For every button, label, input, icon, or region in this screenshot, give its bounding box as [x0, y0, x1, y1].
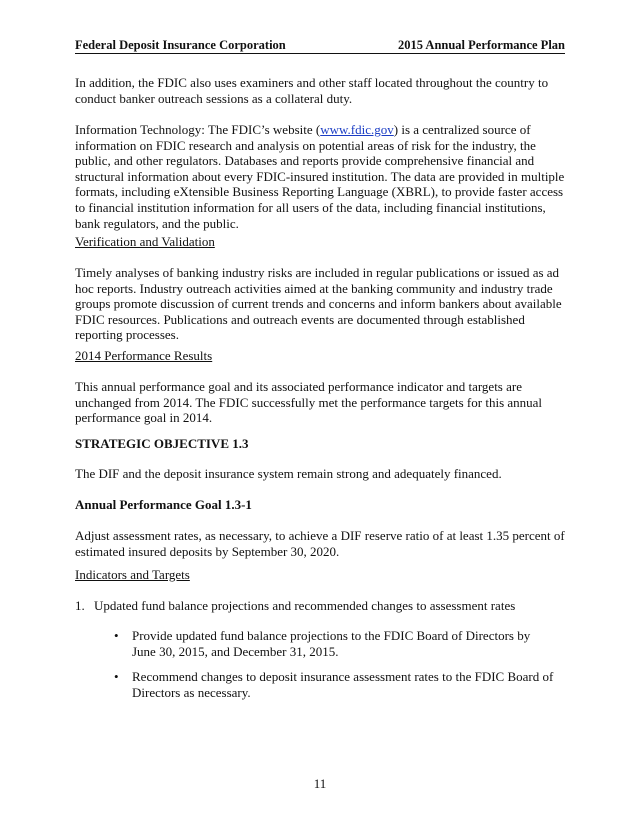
results-heading: 2014 Performance Results: [75, 348, 213, 363]
target-bullet-2: [114, 669, 554, 700]
performance-goal-heading: Annual Performance Goal 1.3-1: [75, 497, 252, 512]
verification-paragraph: Timely analyses of banking industry risks are included in regular publications or issued as ad hoc reports. Industry outreach activities aimed at the banking community and industry trade groups promote discussion of current trends and concerns and inform bankers about available FDIC resources. Publications and outreach events are documented through established reporting processes.: [75, 265, 562, 343]
target-bullet-text: Provide updated fund balance projections to the FDIC Board of Directors by June 30, 2015, and December 31, 2015.: [132, 628, 531, 659]
it-text-suffix: ) is a centralized source of information on FDIC research and analysis on potential areas of risk for the industry, the public, and other regulators. Databases and reports provide comprehensive financial and structural information about every FDIC-insured institution. The data are provided in multiple formats, including eXtensible Business Reporting Language (XBRL), to provide faster access to financial institution information for all users of the data, including financial institutions, bank regulators, and the public.: [75, 122, 565, 231]
fdic-website-link[interactable]: www.fdic.gov: [320, 122, 394, 137]
performance-goal-text: Adjust assessment rates, as necessary, to achieve a DIF reserve ratio of at least 1.35 percent of estimated insured deposits by September 30, 2020.: [75, 528, 565, 559]
header-organization: Federal Deposit Insurance Corporation: [75, 38, 286, 52]
header-document-title: 2015 Annual Performance Plan: [397, 38, 565, 52]
bullet-icon: •: [114, 628, 119, 643]
indicators-heading: Indicators and Targets: [75, 567, 190, 582]
bullet-icon: •: [114, 669, 119, 684]
strategic-objective-heading: STRATEGIC OBJECTIVE 1.3: [75, 436, 249, 451]
verification-heading: Verification and Validation: [75, 234, 215, 249]
results-paragraph: This annual performance goal and its associated performance indicator and targets are unchanged from 2014. The FDIC successfully met the performance targets for this annual performance goal in 2014.: [75, 379, 543, 426]
indicator-item-text: Updated fund balance projections and recommended changes to assessment rates: [94, 598, 516, 613]
information-technology-paragraph: [75, 122, 565, 231]
strategic-objective-text: The DIF and the deposit insurance system remain strong and adequately financed.: [75, 466, 502, 481]
page-header: [75, 37, 565, 53]
outreach-paragraph: In addition, the FDIC also uses examiners and other staff located throughout the country to conduct banker outreach sessions as a collateral duty.: [75, 75, 549, 106]
header-rule: [75, 53, 565, 54]
target-bullet-text: Recommend changes to deposit insurance assessment rates to the FDIC Board of Directors as necessary.: [132, 669, 554, 700]
target-bullet-1: [114, 628, 554, 659]
page-number: 11: [313, 776, 327, 791]
it-text-prefix: Information Technology: The FDIC’s website (: [75, 122, 321, 137]
indicator-item-number: 1.: [75, 598, 85, 613]
